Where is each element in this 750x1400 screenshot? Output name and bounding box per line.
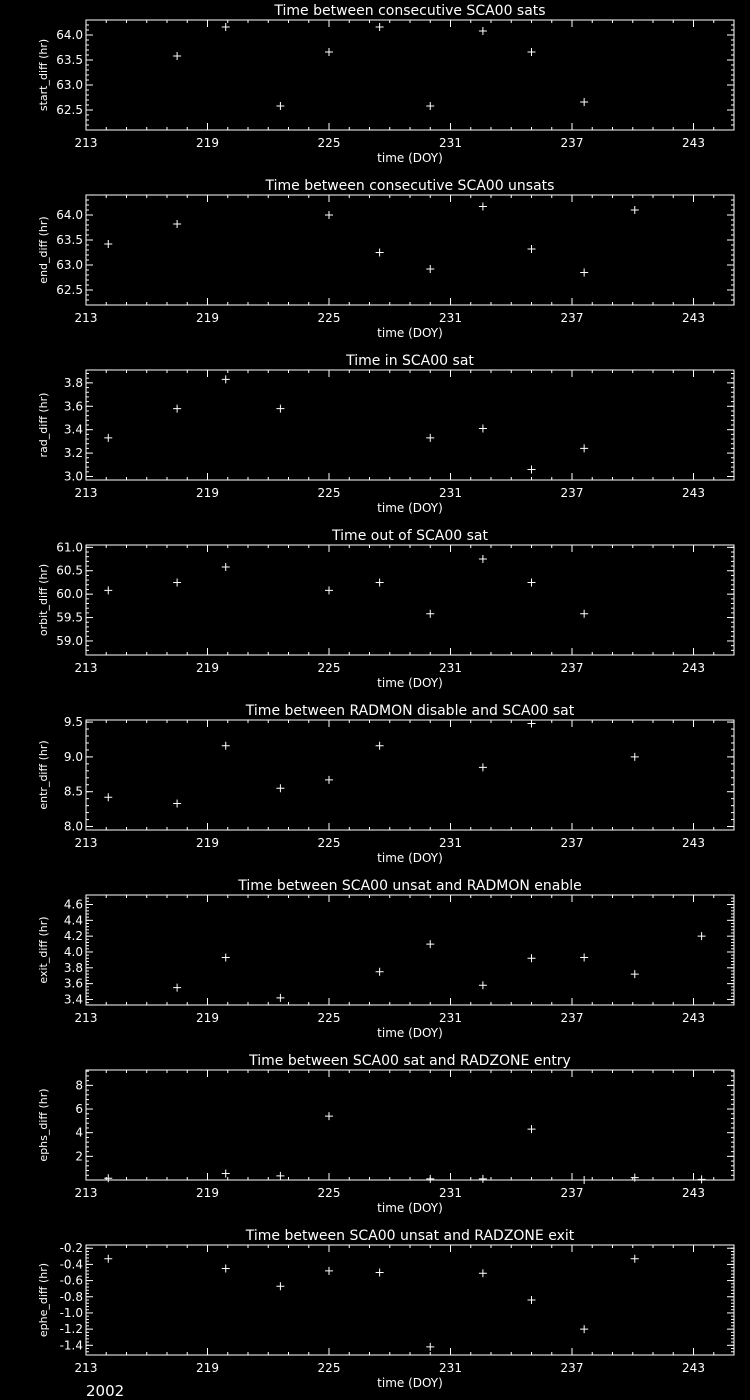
- x-tick-label: 231: [439, 1186, 462, 1200]
- data-point: [528, 578, 536, 586]
- y-tick-label: -0.2: [59, 1241, 83, 1256]
- y-tick-label: -0.8: [59, 1289, 83, 1304]
- data-point: [376, 578, 384, 586]
- y-tick-label: 4.0: [63, 944, 83, 959]
- plot-frame: [86, 720, 734, 830]
- x-tick-label: 219: [196, 661, 219, 675]
- x-tick-label: 231: [439, 1011, 462, 1025]
- y-tick-label: 3.8: [63, 960, 83, 975]
- y-tick-label: 63.5: [56, 233, 83, 247]
- y-axis-label: end_diff (hr): [37, 216, 50, 284]
- y-axis-label: ephs_diff (hr): [37, 1088, 50, 1162]
- y-tick-label: 64.0: [56, 28, 83, 42]
- data-point: [631, 206, 639, 214]
- data-point: [631, 753, 639, 761]
- data-point: [528, 1125, 536, 1133]
- data-point: [276, 1282, 284, 1290]
- x-tick-label: 237: [560, 486, 584, 500]
- data-point: [325, 211, 333, 219]
- data-point: [325, 586, 333, 594]
- x-tick-label: 225: [317, 136, 341, 150]
- y-tick-label: 3.2: [63, 446, 83, 461]
- data-point: [698, 1175, 706, 1183]
- plot-panel-8: [37, 1228, 734, 1390]
- x-tick-label: 219: [196, 136, 219, 150]
- y-tick-label: 63.0: [56, 258, 83, 272]
- y-tick-label: -1.0: [59, 1305, 83, 1320]
- x-tick-label: 231: [439, 836, 462, 850]
- data-point: [479, 425, 487, 433]
- data-point: [479, 763, 487, 771]
- plot-panel-2: [37, 178, 734, 340]
- data-point: [426, 1343, 434, 1351]
- data-point: [376, 23, 384, 31]
- y-tick-label: 9.0: [63, 749, 83, 764]
- data-point: [222, 23, 230, 31]
- x-tick-label: 237: [560, 311, 584, 325]
- plot-title: Time in SCA00 sat: [346, 353, 474, 369]
- x-axis-label: time (DOY): [377, 151, 443, 165]
- x-tick-label: 243: [682, 1186, 705, 1200]
- data-point: [222, 375, 230, 383]
- y-axis-label: entr_diff (hr): [37, 740, 50, 810]
- data-point: [528, 465, 536, 473]
- data-point: [104, 434, 112, 442]
- x-tick-label: 243: [682, 1361, 705, 1375]
- data-point: [173, 984, 181, 992]
- data-point: [376, 968, 384, 976]
- data-point: [173, 800, 181, 808]
- x-axis-label: time (DOY): [377, 1026, 443, 1040]
- data-point: [276, 405, 284, 413]
- data-point: [479, 203, 487, 211]
- y-tick-label: 8: [75, 1078, 83, 1093]
- data-point: [528, 48, 536, 56]
- plot-title: Time between SCA00 sat and RADZONE entry: [249, 1053, 571, 1069]
- plot-frame: [86, 1245, 734, 1355]
- data-point: [479, 1269, 487, 1277]
- y-tick-label: 59.5: [56, 610, 83, 625]
- plot-panel-6: [37, 878, 734, 1040]
- y-tick-label: 62.5: [56, 103, 83, 117]
- plot-title: Time between consecutive SCA00 unsats: [265, 178, 555, 194]
- data-point: [528, 245, 536, 253]
- data-point: [426, 265, 434, 273]
- plot-title: Time between SCA00 unsat and RADZONE exit: [245, 1228, 575, 1244]
- x-tick-label: 213: [74, 836, 98, 850]
- data-point: [173, 52, 181, 60]
- x-tick-label: 225: [317, 1361, 341, 1375]
- x-tick-label: 225: [317, 311, 341, 325]
- y-tick-label: -1.2: [59, 1322, 83, 1337]
- plot-title: Time between SCA00 unsat and RADMON enable: [238, 878, 582, 894]
- x-tick-label: 237: [560, 136, 584, 150]
- x-tick-label: 213: [74, 1186, 98, 1200]
- plot-title: Time between RADMON disable and SCA00 sat: [245, 703, 575, 719]
- x-tick-label: 231: [439, 661, 462, 675]
- y-tick-label: 60.5: [56, 563, 83, 578]
- y-tick-label: 3.8: [63, 375, 83, 390]
- x-tick-label: 219: [196, 311, 219, 325]
- data-point: [426, 102, 434, 110]
- x-axis-label: time (DOY): [377, 1376, 443, 1390]
- data-point: [528, 719, 536, 727]
- data-point: [426, 610, 434, 618]
- x-tick-label: 243: [682, 661, 705, 675]
- data-point: [104, 793, 112, 801]
- y-tick-label: 63.0: [56, 78, 83, 92]
- y-tick-label: 2: [75, 1149, 83, 1164]
- x-tick-label: 213: [74, 311, 98, 325]
- x-tick-label: 237: [560, 1011, 584, 1025]
- data-point: [580, 98, 588, 106]
- year-label: 2002: [86, 1382, 125, 1400]
- x-axis-label: time (DOY): [377, 501, 443, 515]
- y-tick-label: 3.6: [63, 976, 83, 991]
- x-tick-label: 213: [74, 661, 98, 675]
- y-axis-label: ephe_diff (hr): [37, 1262, 50, 1338]
- plot-frame: [86, 20, 734, 130]
- x-tick-label: 237: [560, 1361, 584, 1375]
- data-point: [173, 220, 181, 228]
- data-point: [222, 1264, 230, 1272]
- data-point: [426, 940, 434, 948]
- data-point: [426, 434, 434, 442]
- y-tick-label: 4.4: [63, 913, 83, 928]
- x-tick-label: 243: [682, 486, 705, 500]
- x-tick-label: 213: [74, 1361, 98, 1375]
- y-tick-label: 8.5: [63, 784, 83, 799]
- x-tick-label: 231: [439, 136, 462, 150]
- plot-frame: [86, 370, 734, 480]
- y-tick-label: 62.5: [56, 283, 83, 297]
- x-tick-label: 231: [439, 311, 462, 325]
- plot-panel-5: [37, 703, 734, 865]
- x-tick-label: 225: [317, 1011, 341, 1025]
- x-tick-label: 213: [74, 1011, 98, 1025]
- data-point: [104, 1174, 112, 1182]
- x-tick-label: 237: [560, 836, 584, 850]
- y-axis-label: start_diff (hr): [37, 38, 50, 112]
- x-tick-label: 243: [682, 136, 705, 150]
- data-point: [104, 240, 112, 248]
- y-axis-label: rad_diff (hr): [37, 392, 50, 458]
- x-axis-label: time (DOY): [377, 851, 443, 865]
- data-point: [222, 563, 230, 571]
- data-point: [580, 269, 588, 277]
- data-point: [376, 1269, 384, 1277]
- plot-panel-1: [37, 3, 734, 165]
- y-axis-label: exit_diff (hr): [37, 916, 50, 984]
- data-point: [479, 555, 487, 563]
- data-point: [479, 1175, 487, 1183]
- x-tick-label: 219: [196, 836, 219, 850]
- data-point: [325, 48, 333, 56]
- data-point: [222, 954, 230, 962]
- x-tick-label: 231: [439, 1361, 462, 1375]
- x-tick-label: 237: [560, 1186, 584, 1200]
- x-tick-label: 243: [682, 311, 705, 325]
- y-tick-label: 60.0: [56, 587, 83, 602]
- data-point: [222, 742, 230, 750]
- plot-panel-4: [37, 528, 734, 690]
- x-tick-label: 219: [196, 1186, 219, 1200]
- data-point: [580, 954, 588, 962]
- data-point: [222, 1169, 230, 1177]
- plot-panel-3: [37, 353, 734, 515]
- y-axis-label: orbit_diff (hr): [37, 563, 50, 637]
- data-point: [104, 586, 112, 594]
- x-tick-label: 213: [74, 136, 98, 150]
- x-tick-label: 237: [560, 661, 584, 675]
- data-point: [276, 1172, 284, 1180]
- data-point: [580, 1325, 588, 1333]
- y-tick-label: -0.6: [59, 1273, 83, 1288]
- data-point: [173, 578, 181, 586]
- plot-panel-7: [37, 1053, 734, 1215]
- data-point: [276, 994, 284, 1002]
- y-tick-label: 3.6: [63, 399, 83, 414]
- x-axis-label: time (DOY): [377, 326, 443, 340]
- data-point: [631, 1255, 639, 1263]
- y-tick-label: 59.0: [56, 633, 83, 648]
- y-tick-label: 4.2: [63, 929, 83, 944]
- data-point: [104, 1255, 112, 1263]
- data-point: [276, 102, 284, 110]
- y-tick-label: 4.6: [63, 897, 83, 912]
- y-tick-label: -1.4: [59, 1338, 83, 1353]
- data-point: [580, 1176, 588, 1184]
- x-tick-label: 213: [74, 486, 98, 500]
- plot-frame: [86, 1070, 734, 1180]
- y-tick-label: 4: [75, 1125, 83, 1140]
- data-point: [325, 776, 333, 784]
- plot-frame: [86, 895, 734, 1005]
- plot-frame: [86, 545, 734, 655]
- x-tick-label: 225: [317, 836, 341, 850]
- x-tick-label: 225: [317, 1186, 341, 1200]
- data-point: [528, 954, 536, 962]
- x-tick-label: 243: [682, 836, 705, 850]
- data-point: [580, 444, 588, 452]
- x-tick-label: 225: [317, 661, 341, 675]
- y-tick-label: 61.0: [56, 540, 83, 555]
- y-tick-label: -0.4: [59, 1257, 83, 1272]
- y-tick-label: 3.4: [63, 422, 83, 437]
- plot-title: Time out of SCA00 sat: [332, 528, 488, 544]
- y-tick-label: 63.5: [56, 53, 83, 67]
- plot-title: Time between consecutive SCA00 sats: [274, 3, 546, 19]
- data-point: [528, 1296, 536, 1304]
- y-tick-label: 8.0: [63, 819, 83, 834]
- data-point: [479, 981, 487, 989]
- data-point: [698, 932, 706, 940]
- y-tick-label: 6: [75, 1102, 83, 1117]
- x-axis-label: time (DOY): [377, 1201, 443, 1215]
- x-tick-label: 219: [196, 1011, 219, 1025]
- x-axis-label: time (DOY): [377, 676, 443, 690]
- y-tick-label: 3.4: [63, 992, 83, 1007]
- plot-frame: [86, 195, 734, 305]
- y-tick-label: 3.0: [63, 469, 83, 484]
- data-point: [426, 1175, 434, 1183]
- data-point: [376, 742, 384, 750]
- data-point: [173, 405, 181, 413]
- data-point: [631, 970, 639, 978]
- data-point: [479, 27, 487, 35]
- data-point: [580, 610, 588, 618]
- x-tick-label: 219: [196, 1361, 219, 1375]
- x-tick-label: 243: [682, 1011, 705, 1025]
- data-point: [325, 1112, 333, 1120]
- data-point: [325, 1267, 333, 1275]
- data-point: [376, 249, 384, 257]
- data-point: [276, 784, 284, 792]
- x-tick-label: 219: [196, 486, 219, 500]
- x-tick-label: 225: [317, 486, 341, 500]
- y-tick-label: 9.5: [63, 715, 83, 730]
- y-tick-label: 64.0: [56, 208, 83, 222]
- x-tick-label: 231: [439, 486, 462, 500]
